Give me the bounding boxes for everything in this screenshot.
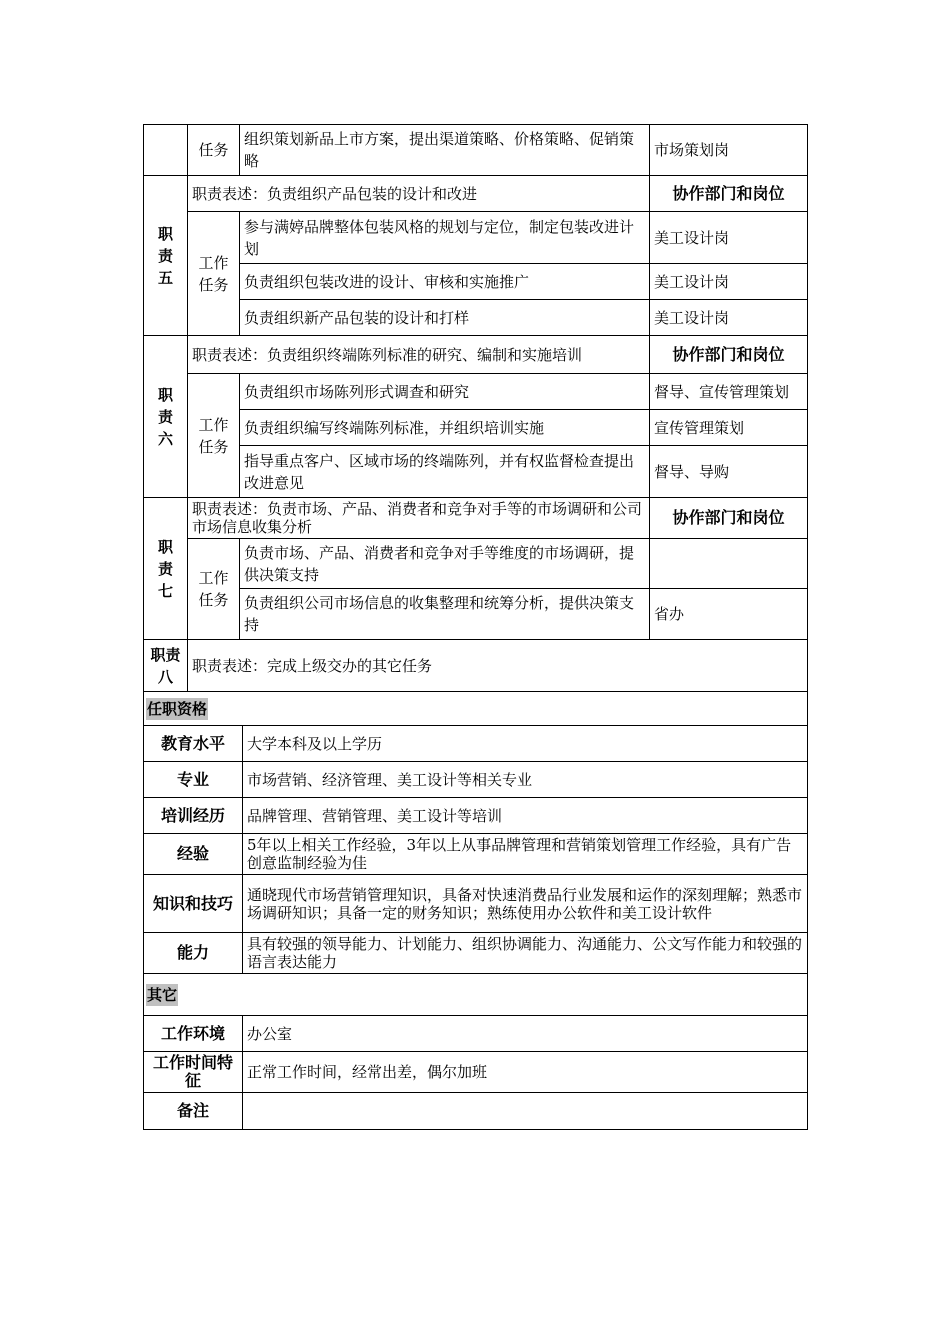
other-row	[144, 1052, 808, 1093]
task-dept	[650, 539, 808, 589]
task-label: 任务	[188, 125, 240, 176]
work-task-label: 工作 任务	[188, 212, 240, 336]
task-dept: 美工设计岗	[650, 300, 808, 336]
field-value: 正常工作时间，经常出差，偶尔加班	[243, 1052, 808, 1093]
task-text: 指导重点客户、区域市场的终端陈列，并有权监督检查提出改进意见	[240, 446, 650, 498]
duty-label: 职 责 五	[144, 176, 188, 336]
task-dept: 宣传管理策划	[650, 410, 808, 446]
other-section-header	[144, 974, 808, 1016]
task-dept: 美工设计岗	[650, 212, 808, 264]
qualification-row	[144, 933, 808, 974]
task-row	[144, 446, 808, 498]
collab-header: 协作部门和岗位	[650, 498, 808, 539]
qualification-row	[144, 834, 808, 875]
field-value: 通晓现代市场营销管理知识，具备对快速消费品行业发展和运作的深刻理解；熟悉市场调研知识；具备一定的财务知识；熟练使用办公软件和美工设计软件	[243, 875, 808, 933]
work-task-label: 工作 任务	[188, 539, 240, 640]
duty-statement-row	[144, 640, 808, 692]
task-text: 负责市场、产品、消费者和竞争对手等维度的市场调研，提供决策支持	[240, 539, 650, 589]
duty-label: 职责 八	[144, 640, 188, 692]
task-text: 负责组织编写终端陈列标准，并组织培训实施	[240, 410, 650, 446]
section-header-row	[144, 974, 808, 1016]
duties-table	[143, 124, 808, 692]
task-dept: 督导、导购	[650, 446, 808, 498]
field-value: 具有较强的领导能力、计划能力、组织协调能力、沟通能力、公文写作能力和较强的语言表达能力	[243, 933, 808, 974]
work-task-label: 工作 任务	[188, 374, 240, 498]
other-row	[144, 1016, 808, 1052]
task-row	[144, 539, 808, 589]
field-value: 市场营销、经济管理、美工设计等相关专业	[243, 762, 808, 798]
qualification-row	[144, 798, 808, 834]
task-text: 负责组织市场陈列形式调查和研究	[240, 374, 650, 410]
empty-duty-cell	[144, 125, 188, 176]
field-label: 专业	[144, 762, 243, 798]
qualification-row	[144, 762, 808, 798]
task-dept: 省办	[650, 589, 808, 640]
task-row	[144, 212, 808, 264]
task-row	[144, 589, 808, 640]
duty-statement: 职责表述：负责组织终端陈列标准的研究、编制和实施培训	[188, 336, 650, 374]
duty-statement: 职责表述：负责组织产品包装的设计和改进	[188, 176, 650, 212]
task-text: 组织策划新品上市方案，提出渠道策略、价格策略、促销策略	[240, 125, 650, 176]
section-title: 任职资格	[147, 699, 208, 718]
field-label: 培训经历	[144, 798, 243, 834]
task-row	[144, 300, 808, 336]
task-text: 参与满婷品牌整体包装风格的规划与定位，制定包装改进计划	[240, 212, 650, 264]
qualifications-section-header	[144, 692, 808, 726]
field-label: 能力	[144, 933, 243, 974]
task-row	[144, 125, 808, 176]
task-dept: 美工设计岗	[650, 264, 808, 300]
field-value	[243, 1093, 808, 1130]
field-label: 知识和技巧	[144, 875, 243, 933]
duty-label: 职 责 七	[144, 498, 188, 640]
duty-label: 职 责 六	[144, 336, 188, 498]
task-text: 负责组织包装改进的设计、审核和实施推广	[240, 264, 650, 300]
duty-statement: 职责表述：负责市场、产品、消费者和竞争对手等的市场调研和公司市场信息收集分析	[188, 498, 650, 539]
qualification-row	[144, 875, 808, 933]
field-value: 品牌管理、营销管理、美工设计等培训	[243, 798, 808, 834]
collab-header: 协作部门和岗位	[650, 176, 808, 212]
field-label: 经验	[144, 834, 243, 875]
field-value: 办公室	[243, 1016, 808, 1052]
task-row	[144, 410, 808, 446]
section-header-row	[144, 692, 808, 726]
task-dept: 督导、宣传管理策划	[650, 374, 808, 410]
task-text: 负责组织公司市场信息的收集整理和统筹分析，提供决策支持	[240, 589, 650, 640]
field-label: 备注	[144, 1093, 243, 1130]
field-label: 工作环境	[144, 1016, 243, 1052]
task-dept: 市场策划岗	[650, 125, 808, 176]
qualifications-table	[143, 691, 808, 1130]
qualification-row	[144, 726, 808, 762]
section-title: 其它	[147, 986, 178, 1004]
duty-statement-row	[144, 498, 808, 539]
collab-header: 协作部门和岗位	[650, 336, 808, 374]
task-text: 负责组织新产品包装的设计和打样	[240, 300, 650, 336]
other-row	[144, 1093, 808, 1130]
job-description-document	[143, 124, 807, 1130]
field-label: 工作时间特征	[144, 1052, 243, 1093]
field-value: 5年以上相关工作经验，3年以上从事品牌管理和营销策划管理工作经验，具有广告创意监制经验为佳	[243, 834, 808, 875]
task-row	[144, 374, 808, 410]
duty-statement-row	[144, 176, 808, 212]
field-value: 大学本科及以上学历	[243, 726, 808, 762]
duty-statement: 职责表述：完成上级交办的其它任务	[188, 640, 808, 692]
duty-statement-row	[144, 336, 808, 374]
field-label: 教育水平	[144, 726, 243, 762]
task-row	[144, 264, 808, 300]
